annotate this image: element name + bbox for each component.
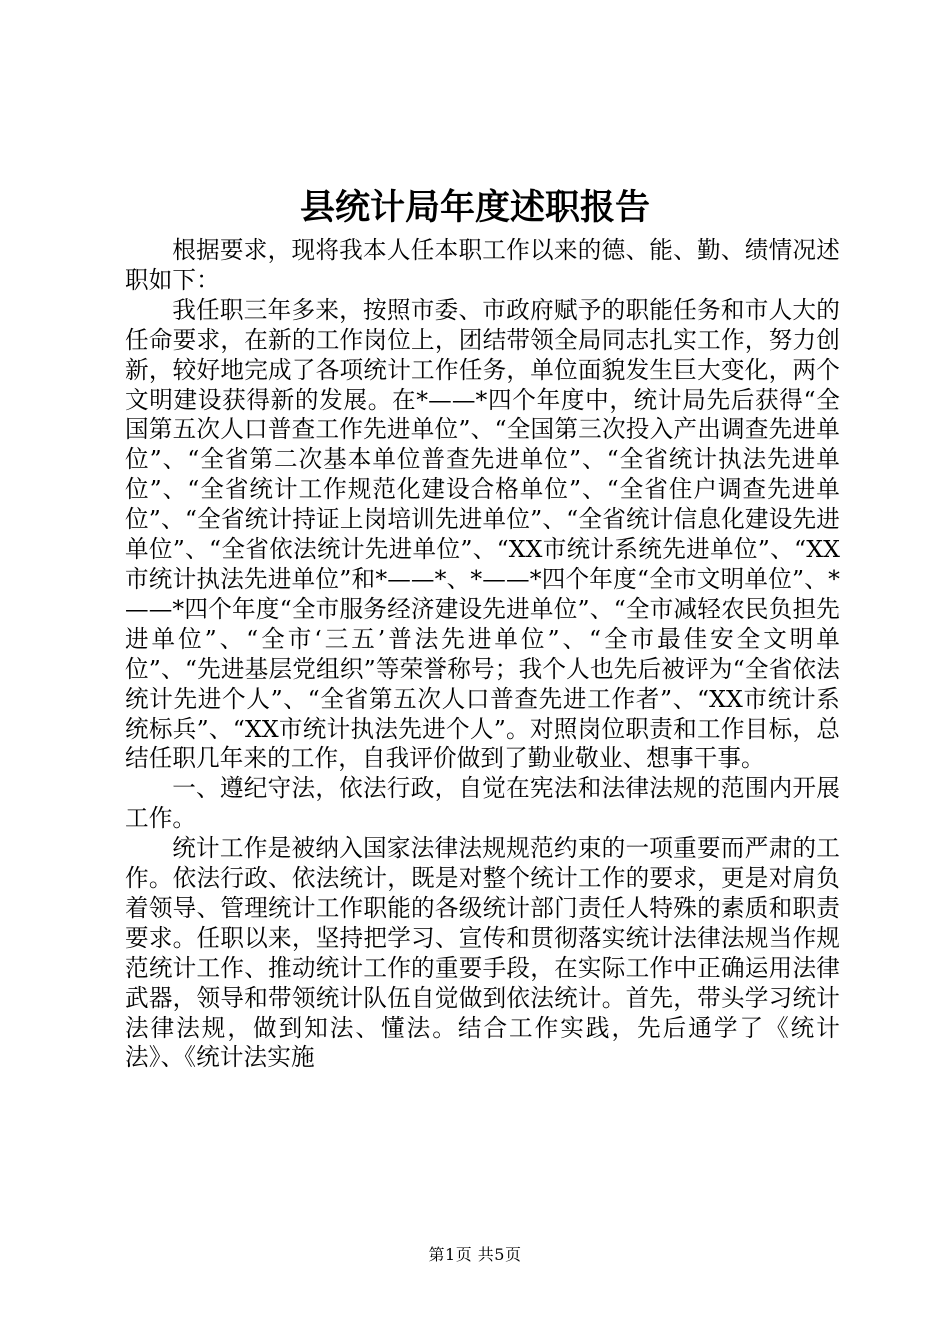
document-body [125, 236, 840, 1073]
paragraph-intro: 根据要求，现将我本人任本职工作以来的德、能、勤、绩情况述职如下： [125, 236, 840, 294]
paragraph-achievements: 我任职三年多来，按照市委、市政府赋予的职能任务和市人大的任命要求，在新的工作岗位上，团结带领全局同志扎实工作，努力创新，较好地完成了各项统计工作任务，单位面貌发生巨大变化，两个文明建设获得新的发展。在*——*四个年度中，统计局先后获得“全国第五次人口普查工作先进单位”、“全国第三次投入产出调查先进单位”、“全省第二次基本单位普查先进单位”、“全省统计执法先进单位”、“全省统计工作规范化建设合格单位”、“全省住户调查先进单位”、“全省统计持证上岗培训先进单位”、“全省统计信息化建设先进单位”、“全省依法统计先进单位”、“XX市统计系统先进单位”、“XX市统计执法先进单位”和*——*、*——*四个年度“全市文明单位”、*——*四个年度“全市服务经济建设先进单位”、“全市减轻农民负担先进单位”、“全市‘三五’普法先进单位”、“全市最佳安全文明单位”、“先进基层党组织”等荣誉称号；我个人也先后被评为“全省依法统计先进个人”、“全省第五次人口普查先进工作者”、“XX市统计系统标兵”、“XX市统计执法先进个人”。对照岗位职责和工作目标，总结任职几年来的工作，自我评价做到了勤业敬业、想事干事。 [125, 295, 840, 773]
document-title: 县统计局年度述职报告 [299, 187, 650, 228]
page-number-footer: 第1页 共5页 [428, 1245, 522, 1264]
section-heading-1: 一、遵纪守法，依法行政，自觉在宪法和法律法规的范围内开展工作。 [125, 774, 840, 833]
paragraph-law: 统计工作是被纳入国家法律法规规范约束的一项重要而严肃的工作。依法行政、依法统计，既是对整个统计工作的要求，更是对肩负着领导、管理统计工作职能的各级统计部门责任人特殊的素质和职责要求。任职以来，坚持把学习、宣传和贯彻落实统计法律法规当作规范统计工作、推动统计工作的重要手段，在实际工作中正确运用法律武器，领导和带领统计队伍自觉做到依法统计。首先，带头学习统计法律法规，做到知法、懂法。结合工作实践，先后通学了《统计法》、《统计法实施 [125, 834, 840, 1072]
